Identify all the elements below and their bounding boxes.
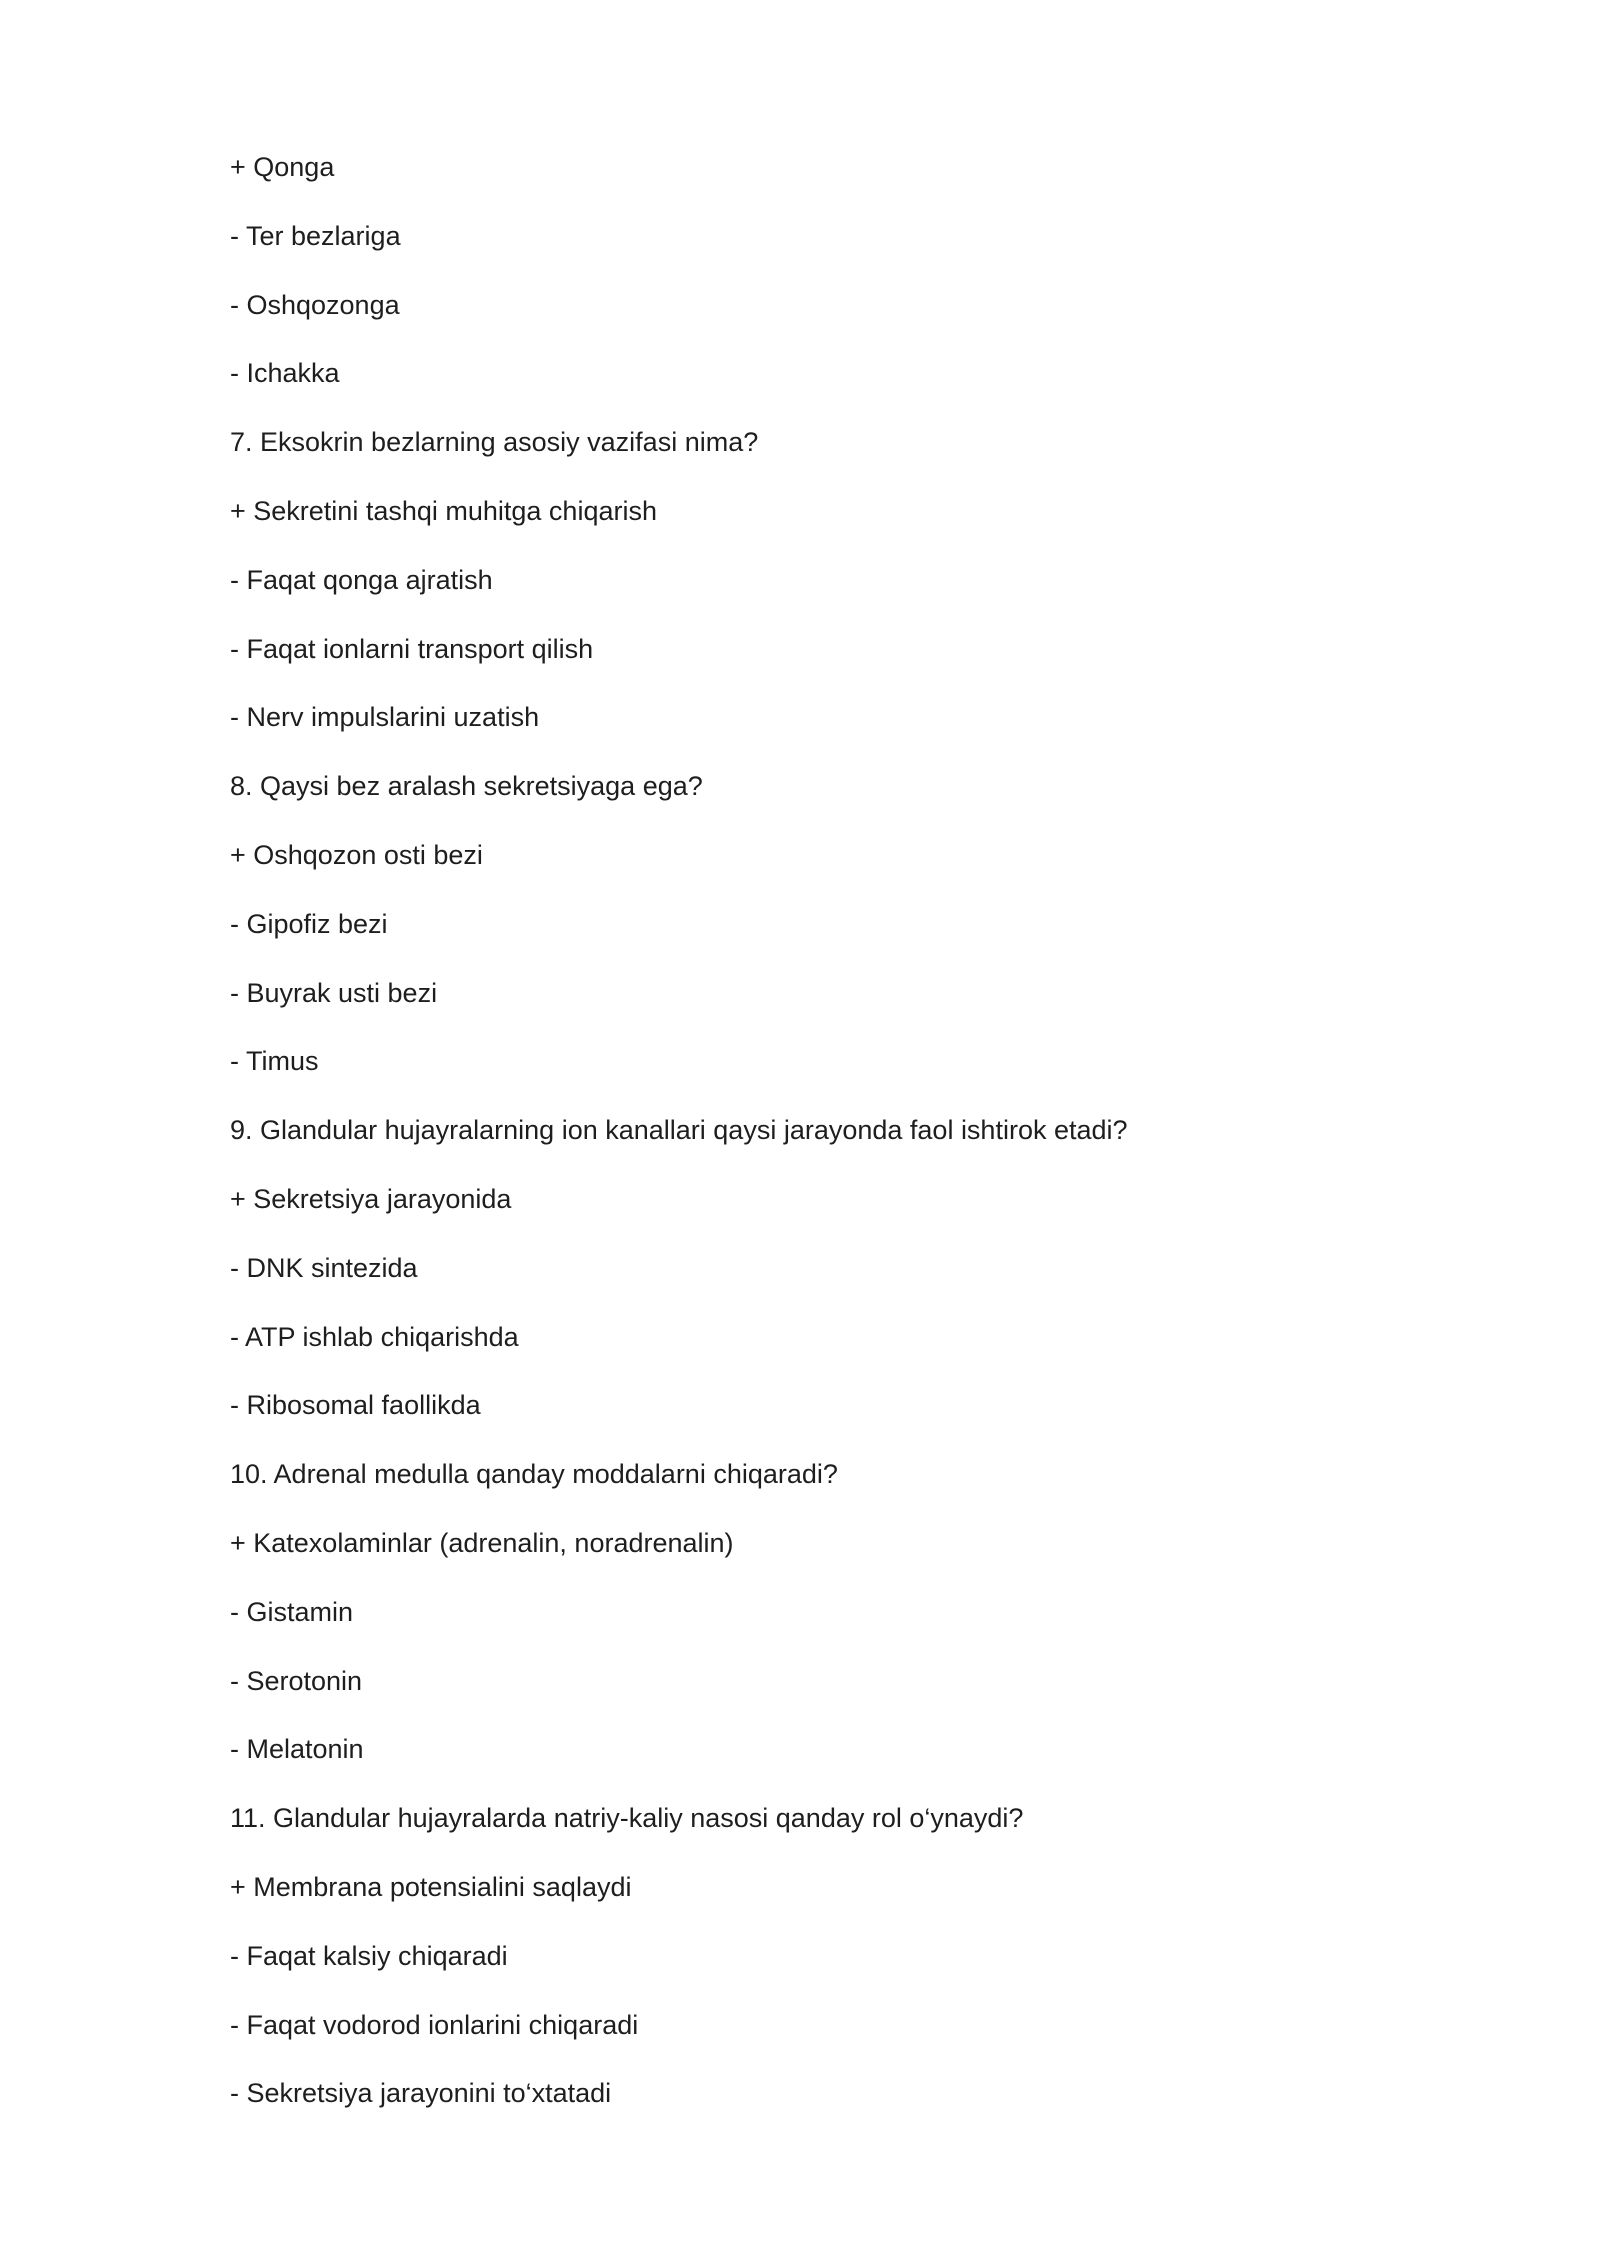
answer-option: + Qonga (230, 152, 335, 182)
answer-option: - Faqat kalsiy chiqaradi (230, 1940, 508, 1971)
answer-option: - Gistamin (230, 1596, 354, 1627)
answer-option: - Faqat vodorod ionlarini chiqaradi (230, 2009, 639, 2040)
answer-option: - Sekretsiya jarayonini to‘xtatadi (230, 2078, 612, 2109)
answer-option: - DNK sintezida (230, 1252, 418, 1283)
answer-option: + Sekretsiya jarayonida (230, 1183, 512, 1214)
document-body (230, 150, 1430, 2145)
answer-option: - Ribosomal faollikda (230, 1390, 481, 1421)
answer-option: - Oshqozonga (230, 289, 400, 320)
question-11: 11. Glandular hujayralarda natriy-kaliy nasosi qanday rol o‘ynaydi? (230, 1803, 1024, 1834)
answer-option: - Timus (230, 1046, 319, 1077)
answer-option: - ATP ishlab chiqarishda (230, 1321, 519, 1352)
answer-option: + Katexolaminlar (adrenalin, noradrenalin) (230, 1527, 734, 1558)
answer-option: - Ter bezlariga (230, 220, 401, 251)
answer-option: - Melatonin (230, 1734, 364, 1765)
answer-option: - Buyrak usti bezi (230, 977, 438, 1008)
question-9: 9. Glandular hujayralarning ion kanallari qaysi jarayonda faol ishtirok etadi? (230, 1115, 1128, 1146)
answer-option: - Nerv impulslarini uzatish (230, 702, 540, 733)
answer-option: - Ichakka (230, 358, 340, 389)
answer-option: - Faqat qonga ajratish (230, 564, 493, 595)
question-10: 10. Adrenal medulla qanday moddalarni chiqaradi? (230, 1459, 838, 1490)
answer-option: + Oshqozon osti bezi (230, 839, 483, 870)
answer-option: + Sekretini tashqi muhitga chiqarish (230, 495, 657, 526)
question-8: 8. Qaysi bez aralash sekretsiyaga ega? (230, 771, 703, 802)
answer-option: + Membrana potensialini saqlaydi (230, 1871, 632, 1902)
question-7: 7. Eksokrin bezlarning asosiy vazifasi nima? (230, 427, 759, 458)
answer-option: - Faqat ionlarni transport qilish (230, 633, 594, 664)
answer-option: - Gipofiz bezi (230, 908, 388, 939)
answer-option: - Serotonin (230, 1665, 363, 1696)
